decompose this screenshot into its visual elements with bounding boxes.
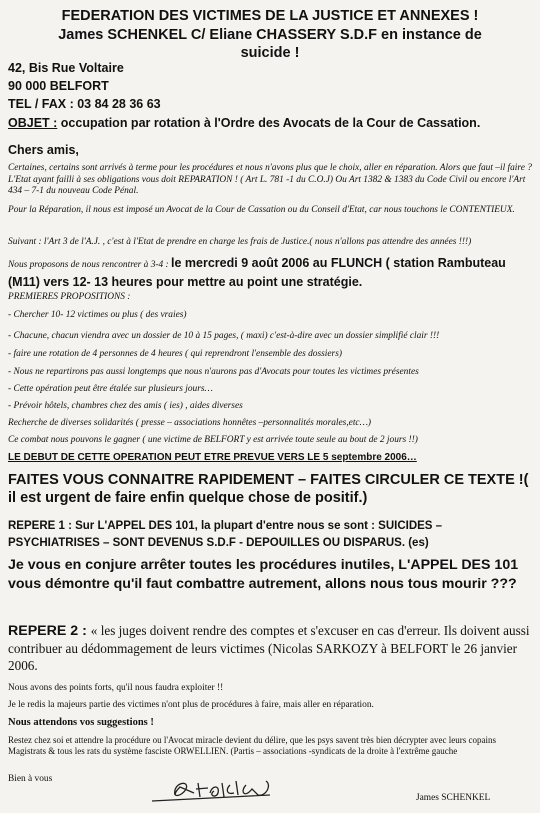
start-date-note: LE DEBUT DE CETTE OPERATION PEUT ETRE PREVUE VERS LE 5 septembre 2006… [8,452,417,463]
objet-text: occupation par rotation à l'Ordre des Avocats de la Cour de Cassation. [57,116,481,130]
meeting-when: le mercredi 9 août 2006 au FLUNCH ( station Rambuteau (M11) vers 12- 13 heures pour mettre au point une stratégie. [8,256,506,289]
paragraph-avocat: Pour la Réparation, il nous est imposé un Avocat de la Cour de Cassation ou du Conseil d'Etat, car nous touchons le CONTENTIEUX. [8,205,515,215]
repere-2 [8,622,534,674]
repere-1 [8,518,532,552]
paragraph-aide-juridique: Suivant : l'Art 3 de l'A.J. , c'est à l'Etat de prendre en charge les frais de Justice.( nous n'allons pas attendre des années !!!) [8,237,472,247]
proposal-item: Ce combat nous pouvons le gagner ( une victime de BELFORT y est arrivée toute seule au bout de 2 jours !!) [8,435,418,445]
address-city: 90 000 BELFORT [8,79,109,93]
objet-line [8,116,480,130]
address-street: 42, Bis Rue Voltaire [8,61,124,75]
closing-suggestions: Nous attendons vos suggestions ! [8,717,154,728]
closing-redis: Je le redis la majeurs partie des victimes n'ont plus de procédures à faire, mais aller en réparation. [8,700,374,710]
address-phone: TEL / FAX : 03 84 28 36 63 [8,97,161,111]
proposal-item: Recherche de diverses solidarités ( presse – associations honnêtes –personnalités morales,etc…) [8,418,372,428]
proposal-item: - Chercher 10- 12 victimes ou plus ( des vraies) [8,310,187,320]
case-line [0,26,540,62]
proposals-title: PREMIERES PROPOSITIONS : [8,292,131,302]
federation-title: FEDERATION DES VICTIMES DE LA JUSTICE ET ANNEXES ! [61,8,479,24]
meeting-intro: Nous proposons de nous rencontrer à 3-4 : [8,260,172,270]
paragraph-reparation: Certaines, certains sont arrivés à terme pour les procédures et nous n'avons plus que le choix, aller en réparation. Alors que faut –il faire ? L'Etat ayant failli à ses obligations vous doit REPARATION ! ( Art L. 781 -1 du C.O.J) Ou Art 1382 & 1383 du Code Civil ou encore l'Art 434 – 7-1 du nouveau Code Pénal. [8,163,532,196]
proposal-item: - faire une rotation de 4 personnes de 4 heures ( qui reprendront l'ensemble des dossiers) [8,349,342,359]
closing-paragraph: Restez chez soi et attendre la procédure ou l'Avocat miracle devient du délire, que les psys savent très bien décrypter avec leurs copains Magistrats & tous les rats du système fasciste ORWELLIEN. (Partis – associations -syndicats de la droite à l'extrême gauche [8,735,497,756]
case-line-end: suicide ! [240,45,300,61]
proposal-item: - Cette opération peut être étalée sur plusieurs jours… [8,384,213,394]
repere-2-text: « les juges doivent rendre des comptes et s'excuser en cas d'erreur. Ils doivent aussi contribuer au dédommagement de leurs victimes (Nicolas SARKOZY à BELFORT le 26 janvier 2006. [8,623,530,673]
proposal-item: - Nous ne repartirons pas aussi longtemps que nous n'aurons pas d'Avocats pour toutes les victimes présentes [8,367,419,377]
case-line-main: James SCHENKEL C/ Eliane CHASSERY S.D.F en instance de [58,27,482,43]
greeting: Chers amis, [8,143,79,157]
closing-salutation: Bien à vous [8,774,53,784]
meeting-paragraph [8,255,534,293]
proposal-item: - Chacune, chacun viendra avec un dossier de 10 à 15 pages, ( maxi) c'est-à-dire avec un dossier simplifié clair !!! [8,331,440,341]
signer-name: James SCHENKEL [416,793,491,803]
handwritten-signature [150,775,300,805]
call-to-action: FAITES VOUS CONNAITRE RAPIDEMENT – FAITES CIRCULER CE TEXTE !( il est urgent de faire enfin quelque chose de positif.) [8,472,529,506]
proposal-item: - Prévoir hôtels, chambres chez des amis ( ies) , aides diverses [8,401,243,411]
objet-label: OBJET : [8,116,58,130]
repere-1-label: REPERE 1 : [8,520,76,532]
repere-1-text: Sur L'APPEL DES 101, la plupart d'entre nous se sont : SUICIDES – PSYCHIATRISES – SONT DEVENUS S.D.F - DEPOUILLES OU DISPARUS. (es) [8,520,443,549]
conjure-paragraph: Je vous en conjure arrêter toutes les procédures inutiles, L'APPEL DES 101 vous démontre qu'il faut combattre autrement, allons nous tous mourir ??? [8,557,519,592]
closing-strengths: Nous avons des points forts, qu'il nous faudra exploiter !! [8,683,224,693]
repere-2-label: REPERE 2 : [8,623,91,639]
